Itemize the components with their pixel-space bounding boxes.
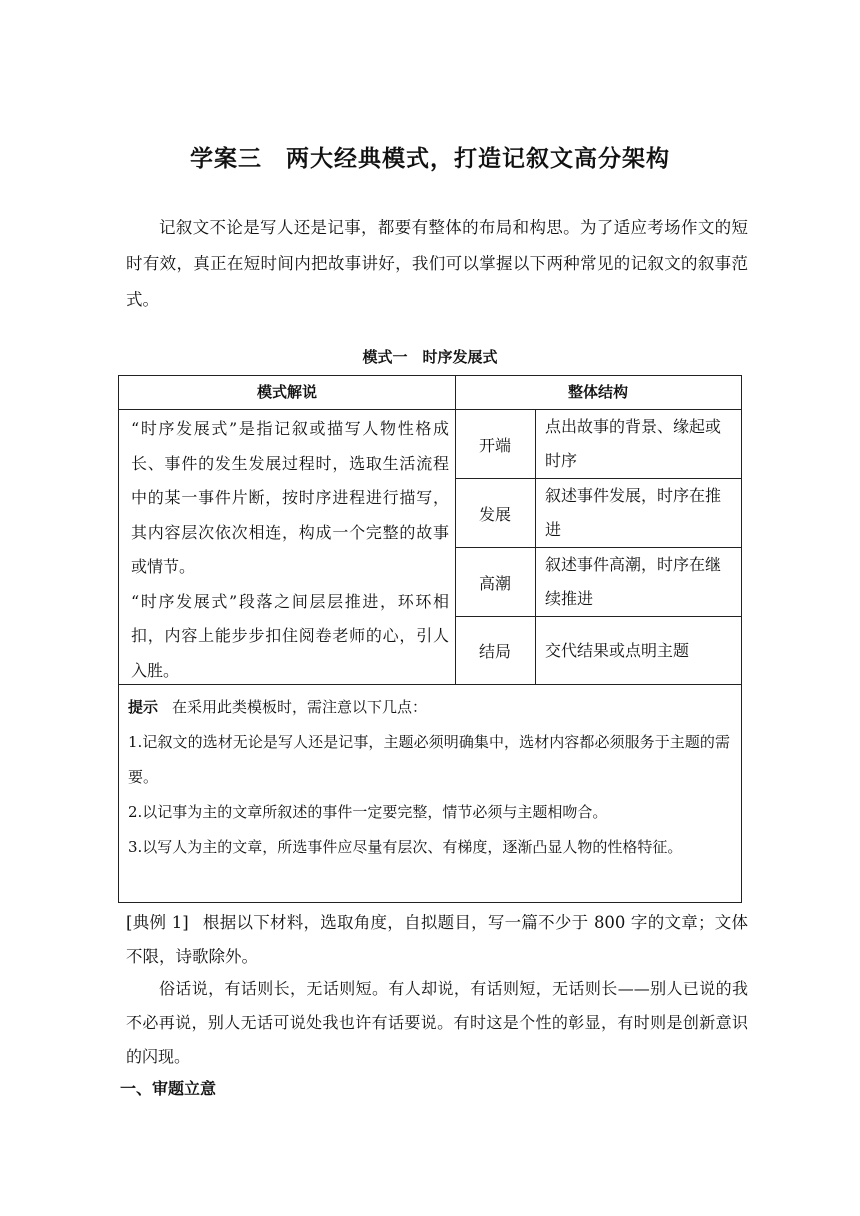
example-prompt — [126, 906, 748, 974]
material-paragraph: 俗话说，有话则长，无话则短。有人却说，有话则短，无话则长——别人已说的我不必再说，别人无话可说处我也许有话要说。有时这是个性的彰显，有时则是创新意识的闪现。 — [126, 979, 748, 1066]
explanation-paragraph: “时序发展式”段落之间层层推进，环环相扣，内容上能步步扣住阅卷老师的心，引人入胜。 — [131, 591, 449, 680]
page-title: 学案三 两大经典模式，打造记叙文高分架构 — [190, 146, 670, 172]
stage-desc: 交代结果或点明主题 — [545, 640, 690, 660]
tip-item: 2.以记事为主的文章所叙述的事件一定要完整，情节必须与主题相吻合。 — [128, 803, 608, 821]
section-heading: 一、审题立意 — [120, 1079, 217, 1098]
header-structure: 整体结构 — [567, 383, 628, 401]
tip-item: 3.以写人为主的文章，所选事件应尽量有层次、有梯度，逐渐凸显人物的性格特征。 — [128, 838, 683, 856]
tip-item: 1.记叙文的选材无论是写人还是记事，主题必须明确集中，选材内容都必须服务于主题的需要。 — [128, 733, 730, 786]
pattern-table — [118, 375, 742, 903]
header-explanation: 模式解说 — [256, 383, 317, 401]
stage-desc: 叙述事件发展，时序在推进 — [545, 486, 722, 539]
stage-name: 高潮 — [478, 573, 511, 593]
table-caption: 模式一 时序发展式 — [362, 348, 498, 366]
example-text: 根据以下材料，选取角度，自拟题目，写一篇不少于 800 字的文章；文体不限，诗歌除外。 — [126, 913, 749, 966]
example-label: [典例 1] — [126, 913, 189, 932]
explanation-paragraph: “时序发展式”是指记叙或描写人物性格成长、事件的发生发展过程时，选取生活流程中的某一事件片断，按时序进程进行描写，其内容层次依次相连，构成一个完整的故事或情节。 — [131, 419, 449, 576]
tips-block — [128, 690, 730, 865]
stage-desc: 点出故事的背景、缘起或时序 — [545, 417, 722, 470]
stage-name: 开端 — [478, 435, 511, 455]
intro-paragraph: 记叙文不论是写人还是记事，都要有整体的布局和构思。为了适应考场作文的短时有效，真正在短时间内把故事讲好，我们可以掌握以下两种常见的记叙文的叙事范式。 — [126, 218, 748, 309]
tips-intro: 在采用此类模板时，需注意以下几点： — [172, 698, 428, 716]
tips-label: 提示 — [128, 698, 159, 716]
pattern-explanation — [131, 412, 449, 688]
stage-name: 结局 — [478, 642, 511, 661]
stage-name: 发展 — [478, 504, 511, 524]
stage-desc: 叙述事件高潮，时序在继续推进 — [545, 555, 722, 608]
